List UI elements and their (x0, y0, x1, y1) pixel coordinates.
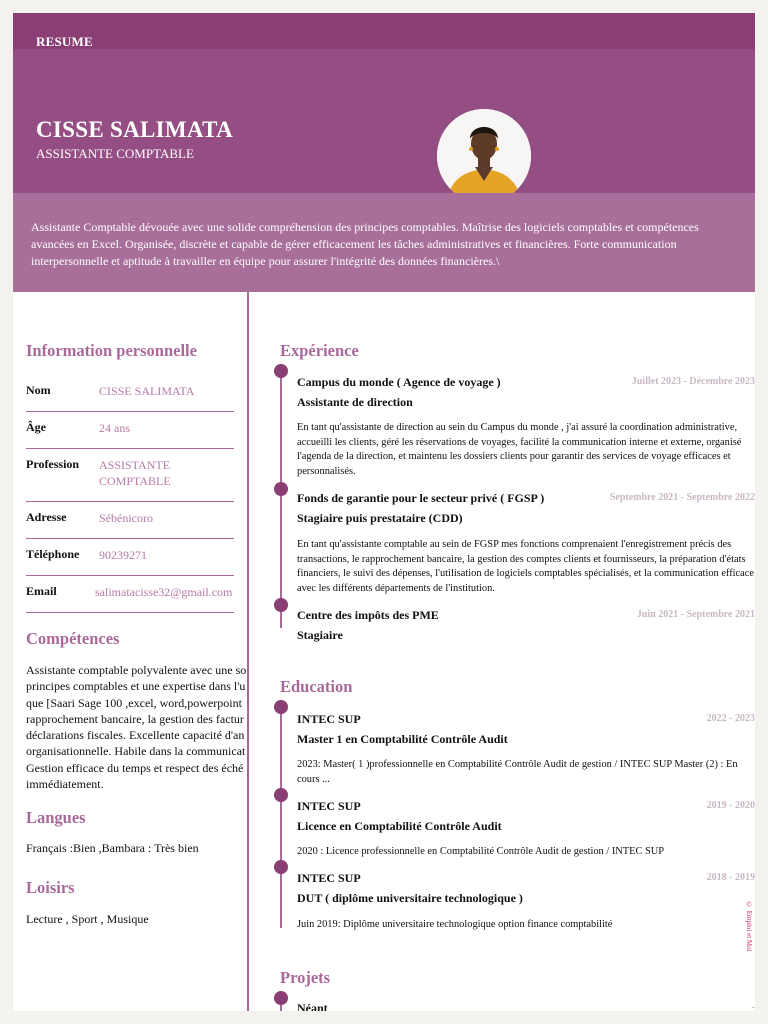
info-value: 24 ans (99, 421, 130, 435)
skills-title: Compétences (26, 629, 120, 648)
timeline-dot (274, 700, 288, 714)
hobbies-title: Loisirs (26, 878, 75, 897)
experience-title: Expérience (280, 341, 359, 360)
entry-description: En tant qu'assistante de direction au sein du Campus du monde , j'ai assuré la coordination administrative, accueilli les clients, géré les réservations de voyages, facilité la communication interne et externe, organisé l'agenda de la direction, et maintenu les dossiers clients pour garantir des services de voyage efficaces et personnalisés. (297, 422, 742, 477)
skills-line: immédiatement. (26, 777, 104, 792)
info-row-profession (26, 449, 234, 502)
skills-line: Assistante comptable polyvalente avec une so (26, 663, 246, 677)
timeline-dot (274, 788, 288, 802)
summary-text: Assistante Comptable dévouée avec une solide compréhension des principes comptables. Maîtrise des logiciels comptables et compétences avancées en Excel. Organisée, discrète et capable de gérer efficacement les tâches administratives et financières. Forte communication interpersonnelle et aptitude à travailler en équipe pour assurer l'intégrité des données financières.\ (31, 220, 699, 268)
entry-role: Stagiaire puis prestataire (CDD) (297, 511, 463, 525)
info-row-name (26, 364, 234, 412)
info-value: CISSE SALIMATA (99, 384, 195, 398)
entry-date: - (751, 1002, 755, 1011)
right-column (249, 292, 755, 1011)
timeline-dot (274, 598, 288, 612)
entry-date: 2022 - 2023 (706, 713, 755, 724)
entry-role: Licence en Comptabilité Contrôle Audit (297, 819, 502, 833)
languages-text: Français :Bien ,Bambara : Très bien (26, 841, 199, 855)
hobbies-text: Lecture , Sport , Musique (26, 912, 149, 926)
resume-label: RESUME (36, 34, 93, 49)
entry-date: 2018 - 2019 (706, 872, 755, 883)
experience-entry (297, 375, 755, 485)
skills-line: que [Saari Sage 100 ,excel, word,powerpoint (26, 695, 242, 710)
experience-timeline (280, 364, 282, 628)
entry-org: INTEC SUP (297, 712, 361, 726)
experience-entry (297, 491, 755, 601)
entry-role: Master 1 en Comptabilité Contrôle Audit (297, 732, 508, 746)
entry-org: Fonds de garantie pour le secteur privé ( FGSP ) (297, 491, 545, 505)
info-row-address (26, 502, 234, 539)
timeline-dot (274, 364, 288, 378)
entry-org: Campus du monde ( Agence de voyage ) (297, 375, 501, 389)
entry-date: 2019 - 2020 (706, 800, 755, 811)
entry-description: En tant qu'assistante comptable au sein de FGSP mes fonctions comprenaient l'enregistrement précis des transactions, le rapprochement bancaire, la gestion des comptes clients et fournisseurs, la préparation d'états financiers, le suivi des dépenses, l'utilisation de logiciels comptables spécialisés, et la communication efficace avec les différents départements de l'institution. (297, 539, 754, 594)
header-banner (13, 49, 755, 193)
project-entry (297, 1001, 755, 1011)
candidate-name: CISSE SALIMATA (36, 117, 233, 142)
info-value: Sébénicoro (99, 511, 153, 525)
education-entry (297, 799, 755, 859)
entry-description: Juin 2019: Diplôme universitaire technologique option finance comptabilité (297, 919, 613, 930)
info-row-phone (26, 539, 234, 576)
skills-line: Gestion efficace du temps et respect des éché (26, 760, 244, 775)
info-key: Adresse (26, 510, 67, 524)
education-timeline (280, 700, 282, 928)
education-title: Education (280, 677, 353, 696)
entry-org: Centre des impôts des PME (297, 608, 439, 622)
info-key: Téléphone (26, 547, 80, 561)
info-row-age (26, 412, 234, 449)
education-entry (297, 712, 755, 785)
info-key: Âge (26, 420, 46, 434)
entry-date: Juin 2021 - Septembre 2021 (636, 609, 755, 620)
entry-role: Stagiaire (297, 628, 343, 642)
entry-description: 2020 : Licence professionnelle en Comptabilité Contrôle Audit de gestion / INTEC SUP (297, 846, 665, 857)
info-key: Nom (26, 383, 51, 397)
watermark-text: © Emploi et Moi (745, 901, 753, 952)
experience-entry (297, 608, 755, 648)
entry-org: Néant (297, 1001, 328, 1011)
entry-description: 2023: Master( 1 )professionnelle en Comptabilité Contrôle Audit de gestion / INTEC SUP Master (2) : En cours ... (297, 759, 738, 785)
entry-role: DUT ( diplôme universitaire technologique ) (297, 891, 523, 905)
summary-section (13, 193, 755, 292)
timeline-dot (274, 482, 288, 496)
skills-text (26, 662, 246, 792)
entry-date: Juillet 2023 - Décembre 2023 (631, 376, 755, 387)
resume-page (13, 13, 755, 1011)
skills-line: déclarations fiscales. Excellente capacité d'an (26, 728, 245, 743)
projects-title: Projets (280, 968, 331, 987)
profile-photo (437, 109, 531, 203)
timeline-dot (274, 991, 288, 1005)
entry-role: Assistante de direction (297, 395, 413, 409)
info-row-email (26, 576, 234, 613)
info-value: ASSISTANTE COMPTABLE (99, 458, 171, 488)
languages-title: Langues (26, 808, 86, 827)
timeline-dot (274, 860, 288, 874)
info-value: 90239271 (99, 548, 147, 562)
info-key: Profession (26, 457, 80, 471)
skills-line: principes comptables et une expertise dans l'u (26, 679, 246, 694)
info-value-email[interactable]: salimatacisse32@gmail.com (95, 585, 233, 599)
entry-org: INTEC SUP (297, 799, 361, 813)
skills-line: organisationnelle. Habile dans la communicat (26, 744, 246, 759)
education-entry (297, 871, 755, 931)
skills-line: rapprochement bancaire, la gestion des factur (26, 711, 244, 726)
info-key: Email (26, 584, 57, 598)
top-bar (13, 13, 755, 49)
entry-org: INTEC SUP (297, 871, 361, 885)
personal-info-title: Information personnelle (26, 341, 197, 360)
candidate-title: ASSISTANTE COMPTABLE (36, 146, 194, 161)
entry-date: Septembre 2021 - Septembre 2022 (609, 492, 755, 503)
